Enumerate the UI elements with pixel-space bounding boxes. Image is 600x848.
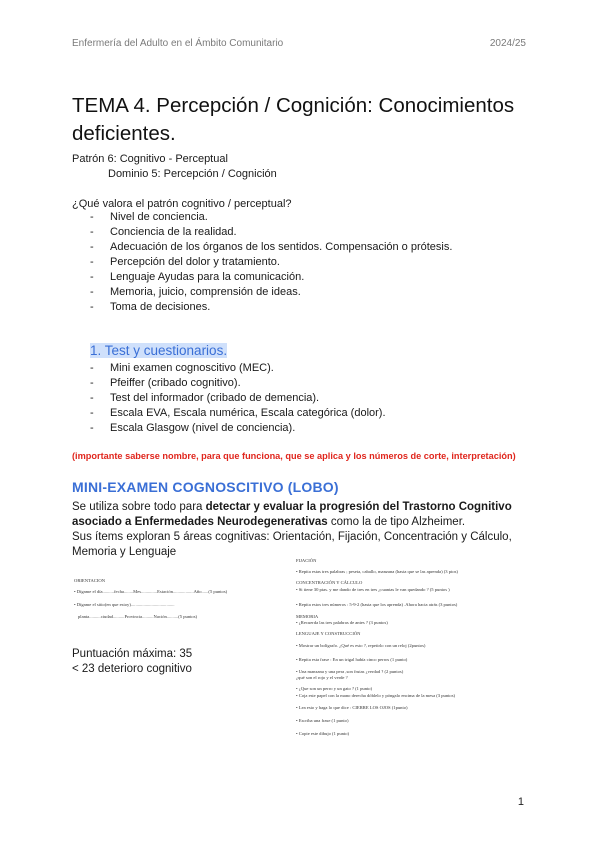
scan-line: • Repita estas tres palabras ; peseta, caballo, manzana (hasta que se las aprenda) (3 ptos) [296,569,458,574]
list-item: - Toma de decisiones. [90,300,452,315]
scan-heading: FIJACIÓN [296,558,317,563]
scan-line: ¿qué son el rojo y el verde ? [296,675,348,680]
scan-heading: ORIENTACION [74,578,106,583]
scan-line: • ¿Que son un perro y un gato ? (1 punto) [296,686,373,691]
document-header-title: Enfermería del Adulto en el Ámbito Comunitario [72,38,284,49]
test-list [90,361,386,436]
max-score: Puntuación máxima: 35 [72,648,193,660]
scan-line: • Coja este papel con la mano derecha dóblelo y póngalo encima de la mesa (3 puntos) [296,693,456,698]
page-number: 1 [517,796,524,808]
orientation-scan-image [72,574,282,626]
cutoff-score: < 23 deterioro cognitivo [72,663,192,675]
scan-heading: MEMORIA [296,614,319,619]
list-item: - Lenguaje Ayudas para la comunicación. [90,270,452,285]
mini-exam-heading: MINI-EXAMEN COGNOSCITIVO (LOBO) [72,479,339,495]
list-item: - Test del informador (cribado de demencia). [90,391,386,406]
list-item: - Escala EVA, Escala numérica, Escala categórica (dolor). [90,406,386,421]
list-item: - Escala Glasgow (nivel de conciencia). [90,421,386,436]
scan-line: • Escriba una frase (1 punto) [296,718,349,723]
important-note: (importante saberse nombre, para que funciona, que se aplica y los números de corte, interpretación) [72,451,516,461]
description-text: como la de tipo Alzheimer. [327,516,466,528]
scan-line: • Si tiene 30 ptas. y me dando de tres en tres ¿cuantas le van quedando ? (5 puntos ) [296,587,450,592]
dominio-label: Dominio 5: Percepción / Cognición [108,168,277,180]
valora-list [90,210,452,315]
scan-line: • Dígame el día..........fecha........Mes..............Estación..................Año......(5 puntos) [74,589,228,594]
scan-line: • Mostrar un bolígrafo. ¿Qué es esto ?, repetirlo con un reloj (2puntos) [296,643,426,648]
scan-heading: CONCENTRACIÓN Y CÁLCULO [296,580,363,585]
description-text: Se utiliza sobre todo para [72,501,206,513]
scan-heading: LENGUAJE Y CONSTRUCCIÓN [296,631,361,636]
mini-exam-description [72,500,542,530]
scan-line: • ¿Recuerda las tres palabras de antes ? (3 puntos) [296,620,388,625]
list-item: - Nivel de conciencia. [90,210,452,225]
scan-line: • Una manzana y una pera ,son frutas ¿verdad ? (2 puntos) [296,669,404,674]
scan-line: • Lea esto y haga lo que dice : CIERRE LOS OJOS (1punto) [296,705,408,710]
scan-line: planta..........ciudad..........Provincia..........Nación..........(5 puntos) [78,614,198,619]
list-item: - Mini examen cognoscitivo (MEC). [90,361,386,376]
list-item: - Memoria, juicio, comprensión de ideas. [90,285,452,300]
description-bold-text: detectar y evaluar la progresión del Trastorno Cognitivo asociado a Enfermedades Neurodegenerativas [72,501,512,528]
page-title: TEMA 4. Percepción / Cognición: Conocimientos deficientes. [72,94,515,145]
section-heading-test [90,343,227,358]
section-heading-text: 1. Test y cuestionarios. [90,343,228,358]
valora-question: ¿Qué valora el patrón cognitivo / perceptual? [72,198,292,210]
scan-line: • Repita esta frase : En un trigal había cinco perros (1 punto) [296,657,408,662]
patron-label: Patrón 6: Cognitivo - Perceptual [72,153,228,165]
scan-line: • Copie este dibujo (1 punto) [296,731,350,736]
list-item: - Pfeiffer (cribado cognitivo). [90,376,386,391]
list-item: - Conciencia de la realidad. [90,225,452,240]
scan-line: • Repita estos tres números : 5-9-2 (hasta que los aprenda) .Ahora hacia atrás (3 puntos) [296,602,458,607]
document-header-year: 2024/25 [489,38,526,49]
list-item: - Percepción del dolor y tratamiento. [90,255,452,270]
mec-items-scan-image [296,554,532,742]
list-item: - Adecuación de los órganos de los sentidos. Compensación o prótesis. [90,240,452,255]
scan-line: • Dígame el sitio(en que estoy)...................................... [74,602,175,607]
mini-exam-areas: Sus ítems exploran 5 áreas cognitivas: Orientación, Fijación, Concentración y Cálculo, Memoria y Lenguaje [72,531,512,558]
